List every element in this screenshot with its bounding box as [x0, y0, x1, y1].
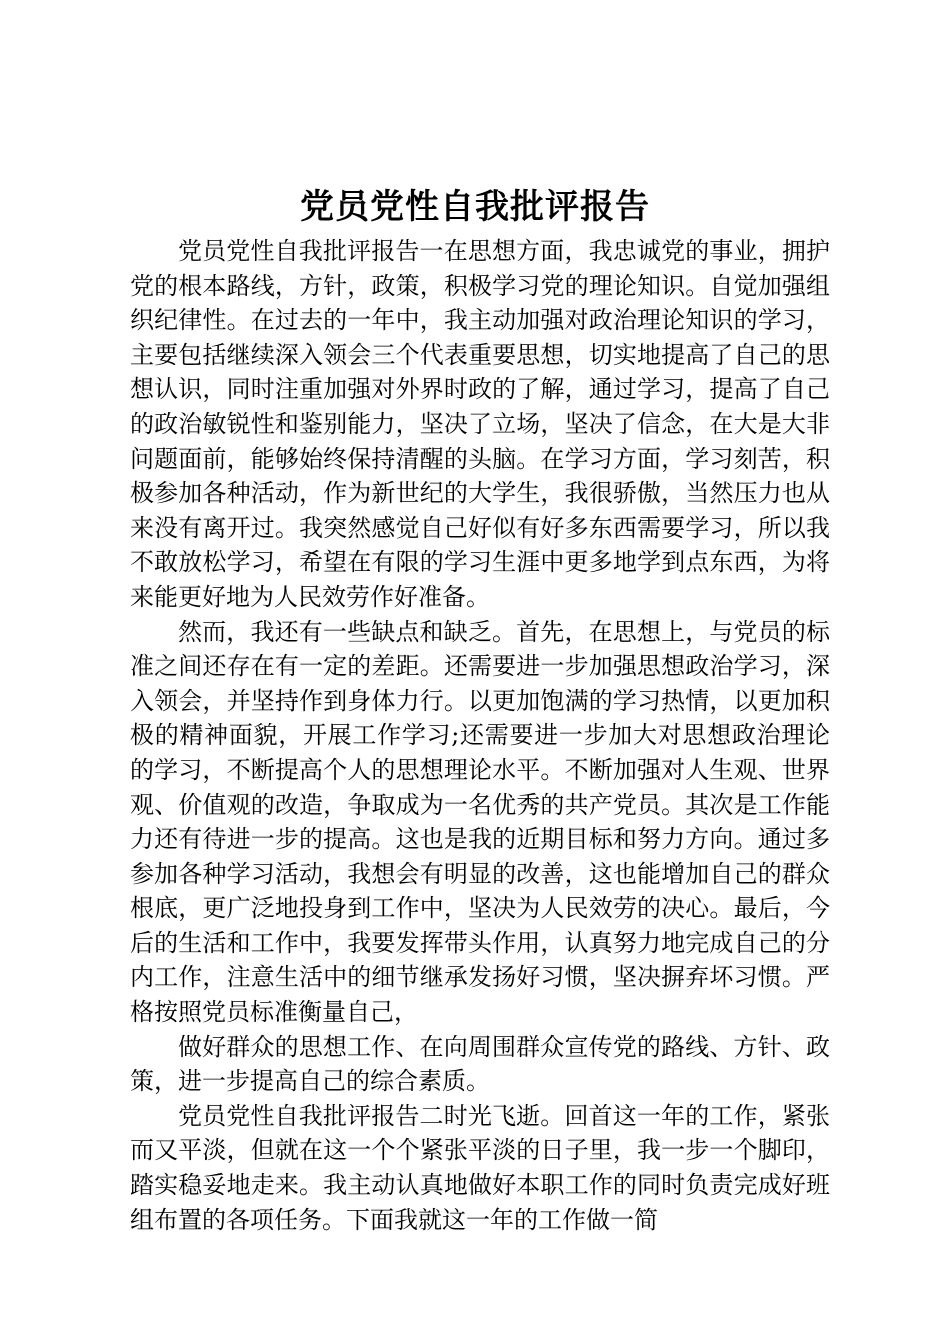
paragraph-2: 然而，我还有一些缺点和缺乏。首先，在思想上，与党员的标准之间还存在有一定的差距。还需要进一步加强思想政治学习，深入领会，并坚持作到身体力行。以更加饱满的学习热情，以更加积极的精神面貌，开展工作学习;还需要进一步加大对思想政治理论的学习，不断提高个人的思想理论水平。不断加强对人生观、世界观、价值观的改造，争取成为一名优秀的共产党员。其次是工作能力还有待进一步的提高。这也是我的近期目标和努力方向。通过多参加各种学习活动，我想会有明显的改善，这也能增加自己的群众根底，更广泛地投身到工作中，坚决为人民效劳的决心。最后，今后的生活和工作中，我要发挥带头作用，认真努力地完成自己的分内工作，注意生活中的细节继承发扬好习惯，坚决摒弃坏习惯。严格按照党员标准衡量自己， [130, 617, 830, 1027]
document-body [130, 234, 830, 1237]
paragraph-1: 党员党性自我批评报告一在思想方面，我忠诚党的事业，拥护党的根本路线，方针，政策，积极学习党的理论知识。自觉加强组织纪律性。在过去的一年中，我主动加强对政治理论知识的学习，主要包括继续深入领会三个代表重要思想，切实地提高了自己的思想认识，同时注重加强对外界时政的了解，通过学习，提高了自己的政治敏锐性和鉴别能力，坚决了立场，坚决了信念，在大是大非问题面前，能够始终保持清醒的头脑。在学习方面，学习刻苦，积极参加各种活动，作为新世纪的大学生，我很骄傲，当然压力也从来没有离开过。我突然感觉自己好似有好多东西需要学习，所以我不敢放松学习，希望在有限的学习生涯中更多地学到点东西，为将来能更好地为人民效劳作好准备。 [130, 237, 830, 611]
paragraph-3: 做好群众的思想工作、在向周围群众宣传党的路线、方针、政策，进一步提高自己的综合素质。 [130, 1032, 830, 1096]
paragraph-4: 党员党性自我批评报告二时光飞逝。回首这一年的工作，紧张而又平淡，但就在这一个个紧张平淡的日子里，我一步一个脚印，踏实稳妥地走来。我主动认真地做好本职工作的同时负责完成好班组布置的各项任务。下面我就这一年的工作做一简 [130, 1101, 830, 1234]
document-title: 党员党性自我批评报告 [300, 187, 650, 227]
